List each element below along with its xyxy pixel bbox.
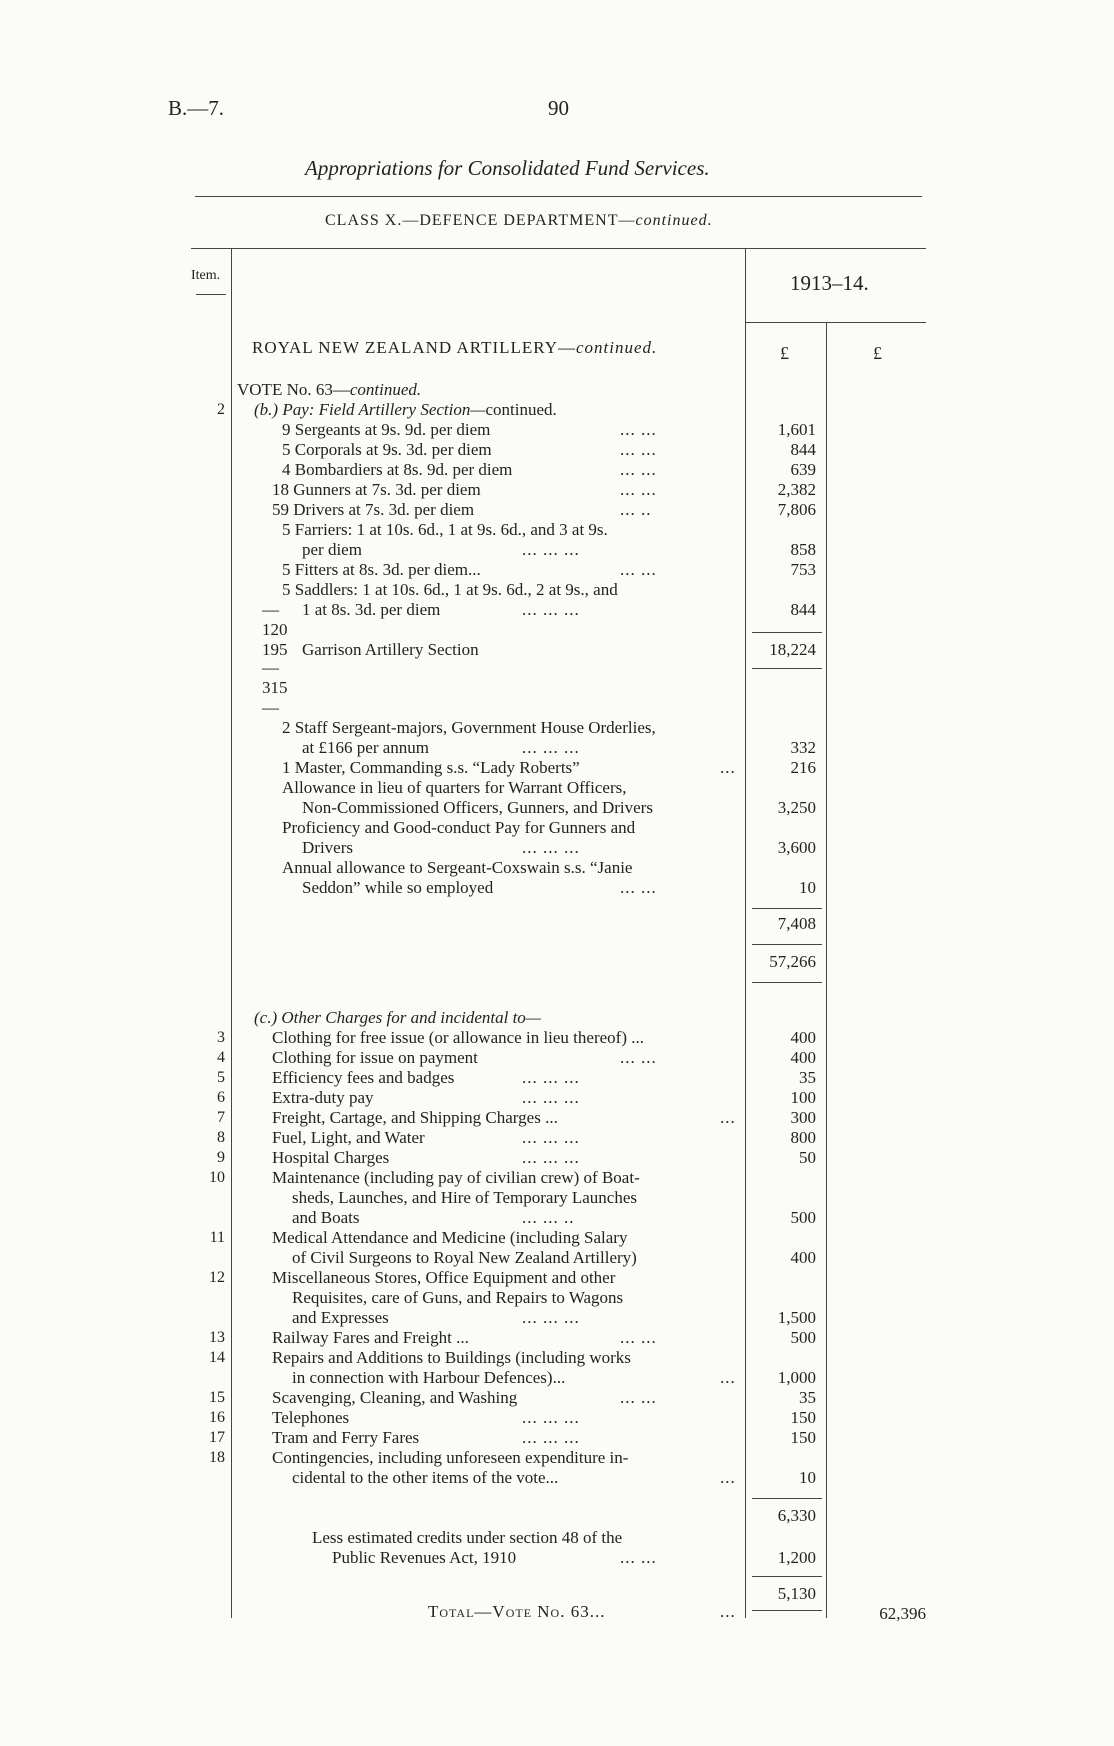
list-item: sheds, Launches, and Hire of Temporary Launches [292, 1188, 637, 1207]
list-item: Requisites, care of Guns, and Repairs to Wagons [292, 1288, 624, 1307]
leader-dots: ... ... ... [522, 1428, 580, 1447]
pay-heading-text: (b.) Pay: Field Artillery Section— [254, 400, 486, 419]
item-number: 11 [209, 1229, 225, 1246]
list-item: Clothing for free issue (or allowance in lieu thereof) ... [272, 1028, 644, 1047]
subtotal-rule [752, 1498, 822, 1499]
item-number: 13 [209, 1329, 225, 1346]
list-item: 1 at 8s. 3d. per diem [302, 600, 441, 619]
vote-label [237, 380, 421, 400]
vote-total: 62,396 [879, 1604, 926, 1623]
dash-marker: — [262, 698, 279, 717]
year-header: 1913–14. [790, 271, 869, 295]
list-item: and Expresses [292, 1308, 389, 1327]
less-credits-value: 1,200 [777, 1548, 816, 1567]
leader-dots: ... [720, 758, 736, 777]
list-item: Non-Commissioned Officers, Gunners, and Drivers [302, 798, 653, 817]
list-item: 1 Master, Commanding s.s. “Lady Roberts” [282, 758, 580, 777]
amount: 400 [790, 1048, 816, 1067]
amount: 35 [799, 1068, 816, 1087]
count-total: 120 [262, 620, 288, 639]
list-item: 2 Staff Sergeant-majors, Government House Orderlies, [282, 718, 656, 737]
leader-dots: ... ... ... [522, 540, 580, 559]
leader-dots: ... ... ... [522, 838, 580, 857]
item-number: 16 [209, 1409, 225, 1426]
list-item: Railway Fares and Freight ... [272, 1328, 469, 1347]
other-total: 7,408 [777, 914, 816, 933]
item-number: 17 [209, 1429, 225, 1446]
subtotal: 18,224 [769, 640, 816, 659]
item-number: 9 [217, 1149, 225, 1166]
amount: 1,500 [777, 1308, 816, 1327]
list-item: Annual allowance to Sergeant-Coxswain s.s. “Janie [282, 858, 633, 877]
item-number: 7 [217, 1109, 225, 1126]
list-item: Extra-duty pay [272, 1088, 374, 1107]
amount: 216 [790, 758, 816, 777]
amount: 800 [790, 1128, 816, 1147]
page-ref: B.—7. [168, 96, 225, 120]
grand-count: 315 [262, 678, 288, 697]
subtotal-rule [752, 1576, 822, 1577]
subtotal-rule [752, 944, 822, 945]
list-item: Freight, Cartage, and Shipping Charges ... [272, 1108, 558, 1127]
list-item: Hospital Charges [272, 1148, 390, 1167]
list-item: 18 Gunners at 7s. 3d. per diem [272, 480, 481, 499]
list-item: Repairs and Additions to Buildings (including works [272, 1348, 631, 1367]
leader-dots: ... ... [620, 878, 657, 897]
leader-dots: ... [720, 1108, 736, 1127]
amount: 10 [799, 878, 816, 897]
amount: 2,382 [777, 480, 816, 499]
item-number: 14 [209, 1349, 225, 1366]
list-item: Tram and Ferry Fares [272, 1428, 420, 1447]
list-item: Telephones [272, 1408, 350, 1427]
item-number: 3 [217, 1029, 225, 1046]
list-item: Allowance in lieu of quarters for Warrant Officers, [282, 778, 627, 797]
leader-dots: ... .. [620, 500, 652, 519]
list-item: and Boats [292, 1208, 360, 1227]
total-label: Total—Vote No. 63... [428, 1602, 606, 1621]
amount: 3,600 [777, 838, 816, 857]
list-item: Efficiency fees and badges [272, 1068, 455, 1087]
dash-marker: — [262, 600, 279, 619]
leader-dots: ... ... [620, 1548, 657, 1567]
amount: 10 [799, 1468, 816, 1487]
list-item: Scavenging, Cleaning, and Washing [272, 1388, 518, 1407]
list-item: Maintenance (including pay of civilian crew) of Boat- [272, 1168, 640, 1187]
leader-dots: ... ... .. [522, 1208, 575, 1227]
leader-dots: ... ... ... [522, 1308, 580, 1327]
page-number: 90 [548, 96, 569, 120]
item-number: 8 [217, 1129, 225, 1146]
subtotal-rule [752, 982, 822, 983]
amount: 3,250 [777, 798, 816, 817]
amount: 100 [790, 1088, 816, 1107]
leader-dots: ... ... [620, 1388, 657, 1407]
vote-label-text: VOTE No. 63— [237, 380, 350, 399]
class-heading-cont: continued. [635, 212, 713, 229]
item-number: 2 [217, 401, 225, 418]
leader-dots: ... ... [620, 560, 657, 579]
leader-dots: ... ... ... [522, 1148, 580, 1167]
pay-heading-cont: continued. [485, 400, 557, 419]
list-item: per diem [302, 540, 362, 559]
list-item: 5 Farriers: 1 at 10s. 6d., 1 at 9s. 6d., and 3 at 9s. [282, 520, 608, 539]
leader-dots: ... [720, 1602, 736, 1621]
section-heading-text: ROYAL NEW ZEALAND ARTILLERY— [252, 338, 576, 357]
list-item: 9 Sergeants at 9s. 9d. per diem [282, 420, 491, 439]
item-number: 15 [209, 1389, 225, 1406]
item-number: 5 [217, 1069, 225, 1086]
leader-dots: ... ... ... [522, 1068, 580, 1087]
subtotal-rule [752, 668, 822, 669]
amount: 150 [790, 1428, 816, 1447]
list-item: 59 Drivers at 7s. 3d. per diem [272, 500, 475, 519]
currency-col-1: £ [780, 343, 789, 363]
garrison-label: Garrison Artillery Section [302, 640, 479, 659]
amount: 858 [790, 540, 816, 559]
item-col-header: Item. [191, 268, 221, 283]
list-item: 5 Corporals at 9s. 3d. per diem [282, 440, 492, 459]
leader-dots: ... ... [620, 480, 657, 499]
year-rule [745, 322, 926, 323]
amount-col-line-2 [826, 322, 827, 1618]
section-heading [252, 338, 657, 358]
charges-heading: (c.) Other Charges for and incidental to— [254, 1008, 541, 1027]
leader-dots: ... ... ... [522, 738, 580, 757]
currency-col-2: £ [873, 343, 882, 363]
section-heading-cont: continued. [575, 338, 658, 357]
charges-net: 5,130 [777, 1584, 816, 1603]
less-credits-line-1: Less estimated credits under section 48 of the [312, 1528, 623, 1547]
amount: 500 [790, 1328, 816, 1347]
amount: 844 [790, 440, 816, 459]
list-item: of Civil Surgeons to Royal New Zealand Artillery) [292, 1248, 637, 1267]
list-item: at £166 per annum [302, 738, 429, 757]
list-item: Clothing for issue on payment [272, 1048, 478, 1067]
pay-total: 57,266 [769, 952, 816, 971]
item-number: 18 [209, 1449, 225, 1466]
amount: 639 [790, 460, 816, 479]
list-item: Seddon” while so employed [302, 878, 494, 897]
amount: 50 [799, 1148, 816, 1167]
pay-heading [254, 400, 557, 420]
amount: 150 [790, 1408, 816, 1427]
amount: 400 [790, 1028, 816, 1047]
item-col-header-rule [196, 294, 226, 295]
amount: 500 [790, 1208, 816, 1227]
title-rule [195, 196, 922, 197]
item-number: 10 [209, 1169, 225, 1186]
amount-col-line-1 [745, 248, 746, 1618]
amount: 332 [790, 738, 816, 757]
leader-dots: ... ... ... [522, 1408, 580, 1427]
page-title: Appropriations for Consolidated Fund Services. [305, 156, 710, 180]
item-number: 6 [217, 1089, 225, 1106]
subtotal-rule [752, 908, 822, 909]
amount: 1,000 [777, 1368, 816, 1387]
garrison-count: 195 [262, 640, 288, 659]
less-credits-line-2: Public Revenues Act, 1910 [332, 1548, 517, 1567]
leader-dots: ... [720, 1368, 736, 1387]
class-heading-text: CLASS X.—DEFENCE DEPARTMENT— [325, 212, 636, 229]
subtotal-rule [752, 1610, 822, 1611]
subtotal-rule [752, 632, 822, 633]
list-item: Miscellaneous Stores, Office Equipment and other [272, 1268, 616, 1287]
amount: 753 [790, 560, 816, 579]
charges-subtotal: 6,330 [777, 1506, 816, 1525]
dash-marker: — [262, 658, 279, 677]
leader-dots: ... ... ... [522, 600, 580, 619]
leader-dots: ... ... [620, 1048, 657, 1067]
leader-dots: ... ... [620, 440, 657, 459]
leader-dots: ... ... ... [522, 1128, 580, 1147]
amount: 35 [799, 1388, 816, 1407]
amount: 300 [790, 1108, 816, 1127]
list-item: Drivers [302, 838, 353, 857]
list-item: Medical Attendance and Medicine (including Salary [272, 1228, 628, 1247]
leader-dots: ... ... ... [522, 1088, 580, 1107]
vote-label-cont: continued. [349, 380, 422, 399]
list-item: Contingencies, including unforeseen expenditure in- [272, 1448, 629, 1467]
leader-dots: ... ... [620, 1328, 657, 1347]
list-item: 5 Fitters at 8s. 3d. per diem... [282, 560, 481, 579]
leader-dots: ... ... [620, 420, 657, 439]
leader-dots: ... ... [620, 460, 657, 479]
list-item: Fuel, Light, and Water [272, 1128, 425, 1147]
amount: 400 [790, 1248, 816, 1267]
list-item: 4 Bombardiers at 8s. 9d. per diem [282, 460, 513, 479]
amount: 844 [790, 600, 816, 619]
class-heading [325, 212, 713, 230]
amount: 1,601 [777, 420, 816, 439]
list-item: Proficiency and Good-conduct Pay for Gunners and [282, 818, 636, 837]
amount: 7,806 [777, 500, 816, 519]
leader-dots: ... [720, 1468, 736, 1487]
item-number: 12 [209, 1269, 225, 1286]
list-item: 5 Saddlers: 1 at 10s. 6d., 1 at 9s. 6d., 2 at 9s., and [282, 580, 618, 599]
item-number: 4 [217, 1049, 225, 1066]
list-item: cidental to the other items of the vote... [292, 1468, 559, 1487]
item-col-line [231, 248, 232, 1618]
list-item: in connection with Harbour Defences)... [292, 1368, 566, 1387]
table-top-rule [191, 248, 926, 249]
